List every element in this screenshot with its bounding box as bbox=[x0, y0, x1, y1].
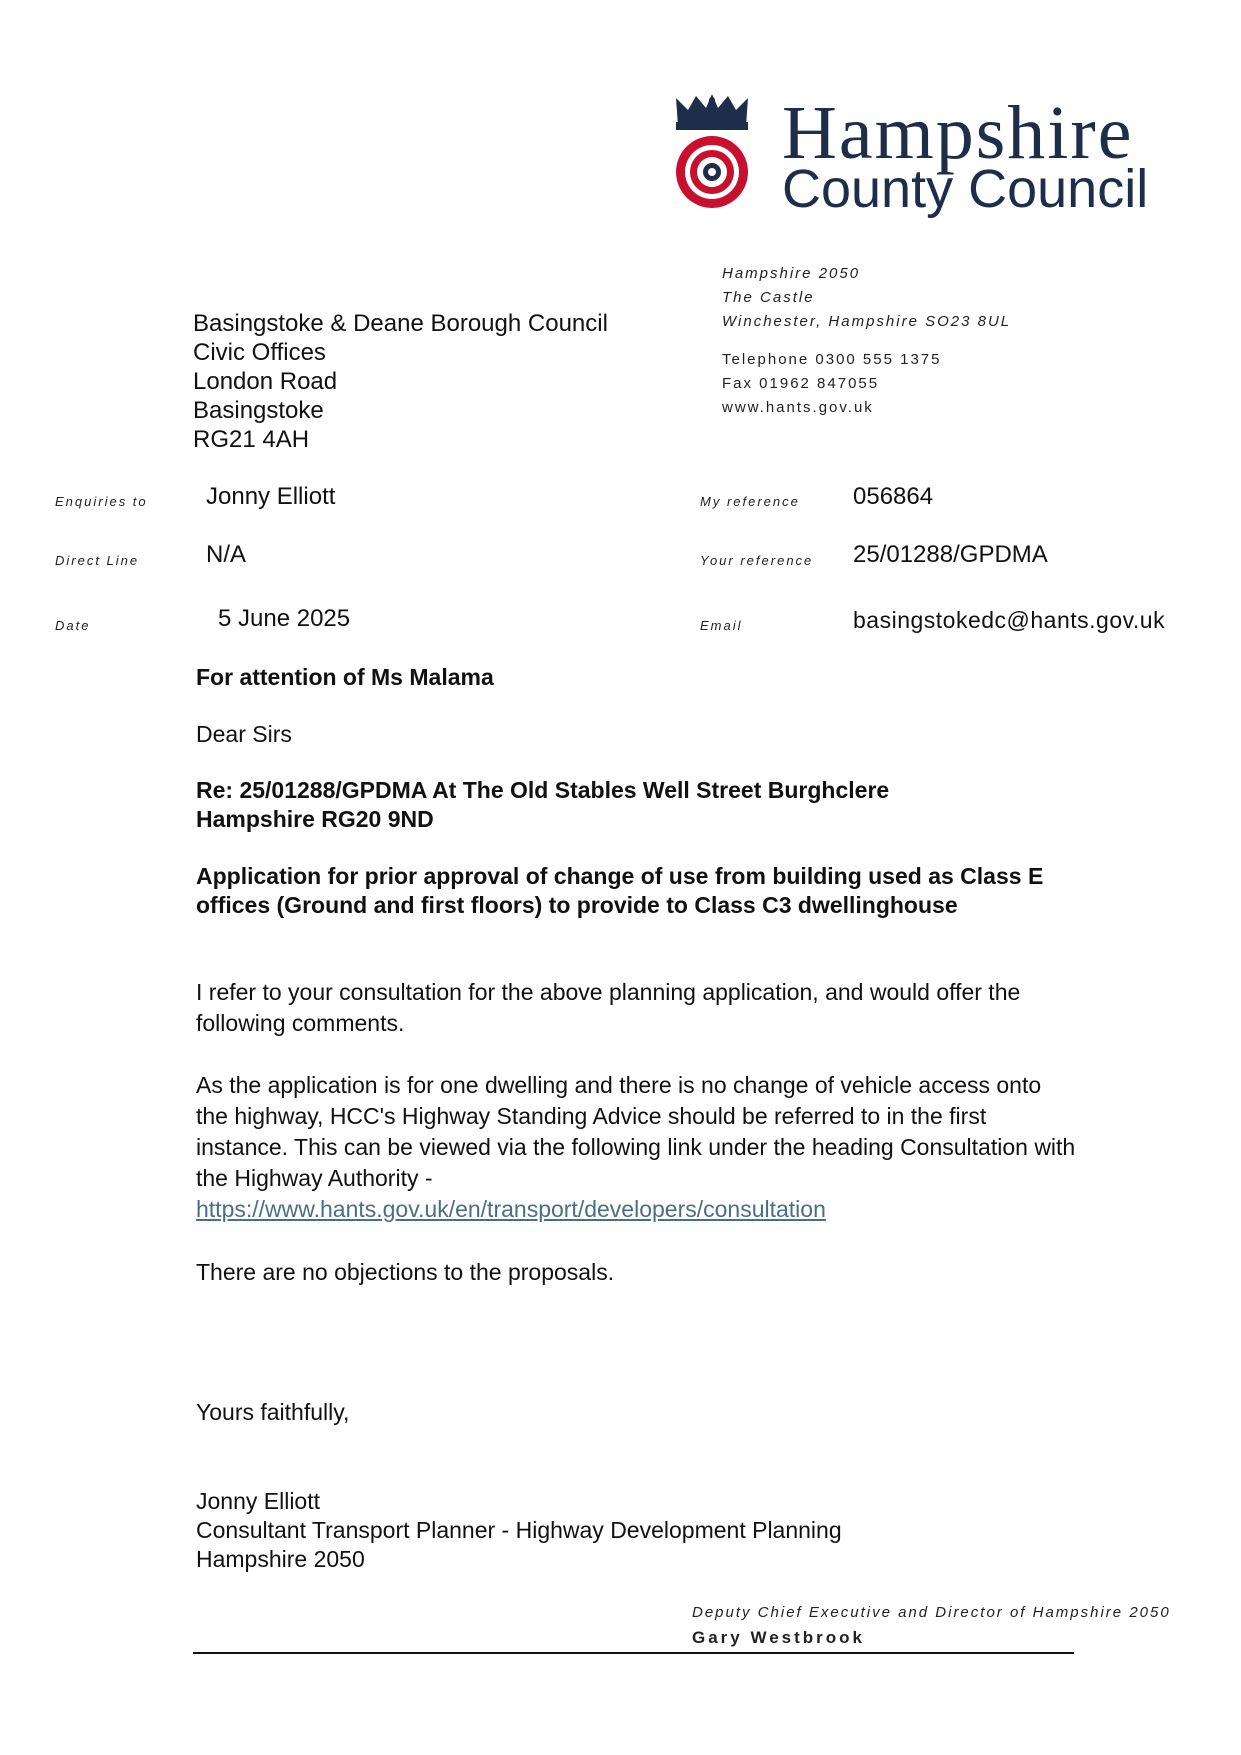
hcc-logo bbox=[666, 91, 1149, 222]
logo-title-line1: Hampshire bbox=[782, 91, 1134, 175]
recipient-line: RG21 4AH bbox=[193, 426, 310, 453]
enquiries-value: Jonny Elliott bbox=[206, 483, 336, 510]
recipient-line: Civic Offices bbox=[193, 339, 326, 366]
recipient-address bbox=[193, 309, 608, 454]
footer-name: Gary Westbrook bbox=[692, 1628, 866, 1647]
recipient-line: London Road bbox=[193, 368, 338, 395]
signature-name: Jonny Elliott bbox=[196, 1488, 321, 1514]
recipient-line: Basingstoke bbox=[193, 397, 324, 424]
my-reference-label: My reference bbox=[700, 494, 800, 509]
sender-website[interactable]: www.hants.gov.uk bbox=[722, 399, 874, 416]
application-description: Application for prior approval of change of use from building used as Class E offices (Ground and first floors) to provide to Class C3 dwellinghouse bbox=[196, 863, 1044, 918]
sender-telephone: Telephone 0300 555 1375 bbox=[722, 351, 942, 368]
closing: Yours faithfully, bbox=[196, 1399, 350, 1425]
footer-divider bbox=[193, 1652, 1074, 1654]
salutation: Dear Sirs bbox=[196, 721, 292, 747]
signature-title: Consultant Transport Planner - Highway Development Planning bbox=[196, 1517, 842, 1543]
subject-line2: Hampshire RG20 9ND bbox=[196, 806, 434, 832]
paragraph-advice-text: As the application is for one dwelling and there is no change of vehicle access onto the highway, HCC's Highway Standing Advice should be referred to in the first instance. This can be viewed via the following link under the heading Consultation with the Highway Authority - bbox=[196, 1072, 1076, 1191]
your-reference-value: 25/01288/GPDMA bbox=[853, 541, 1048, 568]
date-value: 5 June 2025 bbox=[218, 605, 351, 632]
email-label: Email bbox=[700, 618, 743, 633]
logo-title-line2: County Council bbox=[782, 159, 1149, 219]
signature-block bbox=[196, 1487, 1096, 1574]
sender-contact bbox=[722, 348, 942, 420]
footer-role: Deputy Chief Executive and Director of Hampshire 2050 bbox=[692, 1604, 1171, 1621]
my-reference-value: 056864 bbox=[853, 483, 934, 510]
your-reference-label: Your reference bbox=[700, 553, 814, 568]
direct-line-value: N/A bbox=[206, 541, 247, 568]
paragraph-no-objections: There are no objections to the proposals. bbox=[196, 1259, 615, 1285]
sender-address bbox=[722, 262, 1011, 334]
paragraph-consultation: I refer to your consultation for the above planning application, and would offer the following comments. bbox=[196, 979, 1021, 1036]
sender-fax: Fax 01962 847055 bbox=[722, 375, 880, 392]
paragraph-advice bbox=[196, 1070, 1076, 1225]
signature-org: Hampshire 2050 bbox=[196, 1546, 365, 1572]
attention-line: For attention of Ms Malama bbox=[196, 664, 494, 690]
recipient-line: Basingstoke & Deane Borough Council bbox=[193, 310, 608, 337]
email-value[interactable]: basingstokedc@hants.gov.uk bbox=[853, 607, 1166, 633]
enquiries-label: Enquiries to bbox=[55, 494, 148, 509]
direct-line-label: Direct Line bbox=[55, 553, 140, 568]
consultation-link[interactable]: https://www.hants.gov.uk/en/transport/developers/consultation bbox=[196, 1196, 826, 1222]
sender-org: Hampshire 2050 bbox=[722, 265, 861, 282]
subject-heading bbox=[196, 776, 1096, 834]
sender-address-line1: The Castle bbox=[722, 289, 815, 306]
rose-crown-crest-icon bbox=[666, 92, 758, 212]
date-label: Date bbox=[55, 618, 91, 633]
subject-line1: Re: 25/01288/GPDMA At The Old Stables Well Street Burghclere bbox=[196, 777, 890, 803]
sender-address-line2: Winchester, Hampshire SO23 8UL bbox=[722, 313, 1012, 330]
